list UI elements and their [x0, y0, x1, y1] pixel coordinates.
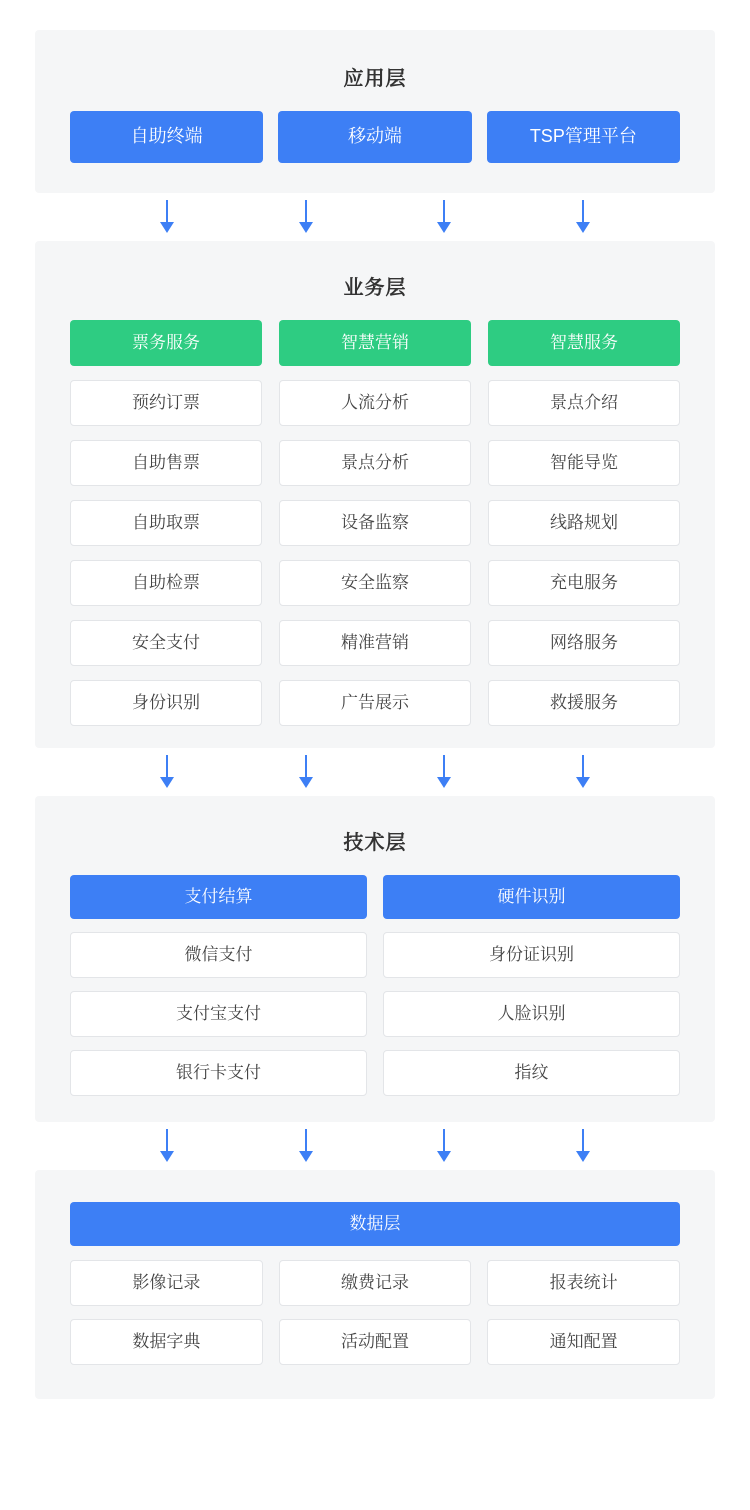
tech-item[interactable]: 人脸识别	[383, 991, 680, 1037]
tech-column-header-hardware[interactable]: 硬件识别	[383, 875, 680, 919]
tech-item[interactable]: 银行卡支付	[70, 1050, 367, 1096]
business-item[interactable]: 人流分析	[279, 380, 471, 426]
arrow-group-business-to-tech	[35, 748, 715, 796]
business-item[interactable]: 智能导览	[488, 440, 680, 486]
data-item[interactable]: 缴费记录	[279, 1260, 472, 1306]
business-item[interactable]: 安全支付	[70, 620, 262, 666]
technology-layer-title: 技术层	[343, 832, 407, 854]
technology-layer-grid	[70, 875, 680, 1096]
arrow-down-icon	[294, 755, 318, 789]
tech-item[interactable]: 指纹	[383, 1050, 680, 1096]
arrow-down-icon	[432, 1129, 456, 1163]
business-item[interactable]: 设备监察	[279, 500, 471, 546]
business-item[interactable]: 自助检票	[70, 560, 262, 606]
business-item[interactable]: 精准营销	[279, 620, 471, 666]
business-layer-panel	[35, 241, 715, 748]
data-item[interactable]: 影像记录	[70, 1260, 263, 1306]
data-item[interactable]: 数据字典	[70, 1319, 263, 1365]
arrow-down-icon	[155, 1129, 179, 1163]
app-item-self-service-terminal[interactable]: 自助终端	[70, 111, 263, 163]
business-item[interactable]: 线路规划	[488, 500, 680, 546]
arrow-down-icon	[571, 1129, 595, 1163]
business-item[interactable]: 广告展示	[279, 680, 471, 726]
app-item-tsp-platform[interactable]: TSP管理平台	[487, 111, 680, 163]
data-item[interactable]: 活动配置	[279, 1319, 472, 1365]
business-item[interactable]: 救援服务	[488, 680, 680, 726]
app-item-mobile[interactable]: 移动端	[278, 111, 471, 163]
tech-column-header-payment[interactable]: 支付结算	[70, 875, 367, 919]
arrow-group-tech-to-data	[35, 1122, 715, 1170]
tech-item[interactable]: 支付宝支付	[70, 991, 367, 1037]
business-item[interactable]: 网络服务	[488, 620, 680, 666]
business-item[interactable]: 充电服务	[488, 560, 680, 606]
data-item[interactable]: 通知配置	[487, 1319, 680, 1365]
business-item[interactable]: 景点分析	[279, 440, 471, 486]
business-item[interactable]: 预约订票	[70, 380, 262, 426]
business-item[interactable]: 安全监察	[279, 560, 471, 606]
data-layer-grid	[70, 1260, 680, 1365]
data-item[interactable]: 报表统计	[487, 1260, 680, 1306]
tech-item[interactable]: 身份证识别	[383, 932, 680, 978]
arrow-down-icon	[432, 200, 456, 234]
business-layer-title: 业务层	[343, 277, 407, 299]
application-layer-panel	[35, 30, 715, 193]
business-layer-grid	[70, 320, 680, 726]
arrow-down-icon	[571, 755, 595, 789]
business-item[interactable]: 自助售票	[70, 440, 262, 486]
application-layer-title: 应用层	[343, 68, 407, 90]
data-layer-header[interactable]: 数据层	[70, 1202, 680, 1246]
arrow-down-icon	[155, 200, 179, 234]
arrow-down-icon	[155, 755, 179, 789]
arrow-group-app-to-business	[35, 193, 715, 241]
business-item[interactable]: 景点介绍	[488, 380, 680, 426]
arrow-down-icon	[294, 1129, 318, 1163]
business-item[interactable]: 自助取票	[70, 500, 262, 546]
arrow-down-icon	[571, 200, 595, 234]
business-item[interactable]: 身份识别	[70, 680, 262, 726]
data-layer-panel	[35, 1170, 715, 1399]
tech-item[interactable]: 微信支付	[70, 932, 367, 978]
business-column-header-marketing[interactable]: 智慧营销	[279, 320, 471, 366]
application-layer-items	[70, 111, 680, 163]
business-column-header-services[interactable]: 智慧服务	[488, 320, 680, 366]
arrow-down-icon	[432, 755, 456, 789]
business-column-header-ticketing[interactable]: 票务服务	[70, 320, 262, 366]
technology-layer-panel	[35, 796, 715, 1122]
arrow-down-icon	[294, 200, 318, 234]
